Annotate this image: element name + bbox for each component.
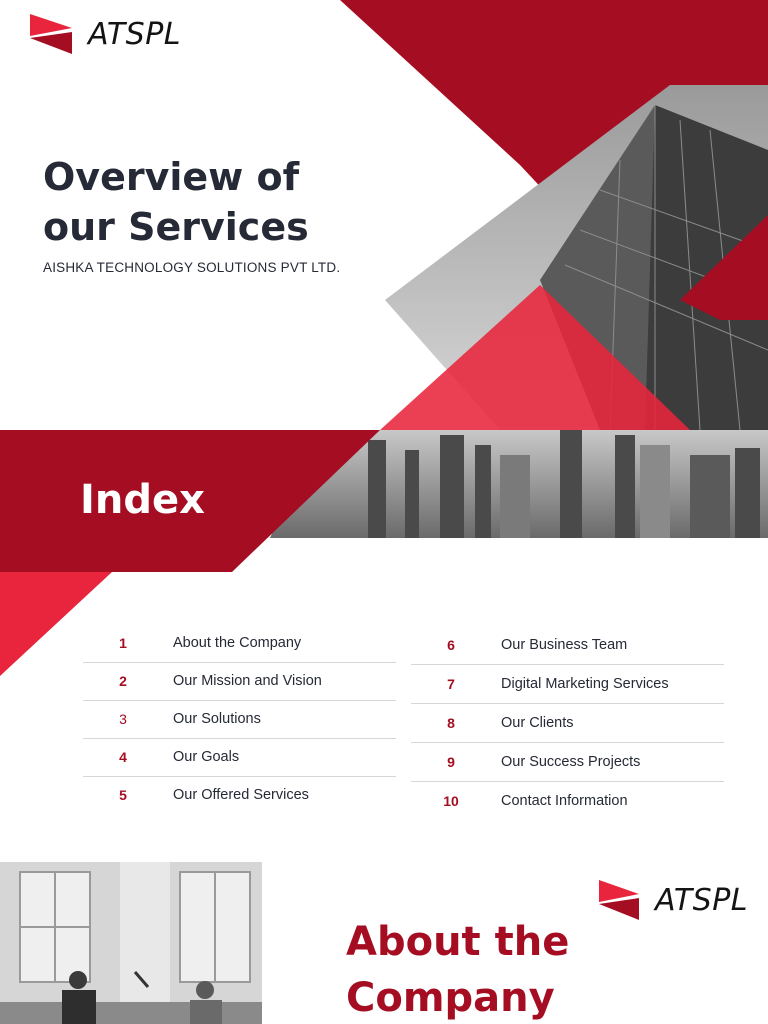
- index-label: Our Goals: [173, 749, 240, 765]
- index-item-3[interactable]: [83, 700, 396, 739]
- index-item-5[interactable]: [83, 776, 396, 814]
- index-number: 9: [447, 754, 455, 770]
- about-title-line2: Company: [346, 975, 555, 1021]
- atspl-logo-icon: [30, 14, 72, 54]
- index-item-4[interactable]: [83, 738, 396, 777]
- logo-text: ATSPL: [655, 882, 749, 918]
- index-label: About the Company: [173, 635, 302, 651]
- index-item-9[interactable]: [411, 743, 724, 782]
- cover-title: [43, 152, 309, 252]
- index-number: 1: [119, 635, 127, 651]
- index-page: [0, 430, 768, 862]
- index-number: 7: [447, 676, 455, 692]
- about-title: [346, 914, 569, 1024]
- cover-logo: [30, 14, 181, 54]
- cover-page: [0, 0, 768, 430]
- index-number: 2: [119, 673, 127, 689]
- index-label: Our Clients: [501, 715, 574, 731]
- index-label: Digital Marketing Services: [501, 676, 669, 692]
- about-title-line1: About the: [346, 919, 570, 965]
- index-number: 10: [443, 793, 459, 809]
- index-number: 6: [447, 637, 455, 653]
- index-number: 8: [447, 715, 455, 731]
- index-number: 4: [119, 749, 127, 765]
- index-item-8[interactable]: [411, 704, 724, 743]
- cover-title-line2: our Services: [43, 205, 309, 249]
- index-item-7[interactable]: [411, 665, 724, 704]
- cover-title-line1: Overview of: [43, 155, 300, 199]
- about-logo: [599, 880, 748, 920]
- index-label: Contact Information: [501, 793, 628, 809]
- index-label: Our Solutions: [173, 711, 261, 727]
- index-item-6[interactable]: [411, 626, 724, 665]
- logo-text: ATSPL: [88, 16, 182, 52]
- index-item-2[interactable]: [83, 662, 396, 701]
- index-title: Index: [80, 477, 205, 523]
- index-label: Our Business Team: [501, 637, 628, 653]
- index-number: 5: [119, 787, 127, 803]
- index-label: Our Offered Services: [173, 787, 309, 803]
- company-name: AISHKA TECHNOLOGY SOLUTIONS PVT LTD.: [43, 260, 341, 275]
- index-number: 3: [119, 711, 127, 727]
- index-label: Our Success Projects: [501, 754, 641, 770]
- index-item-10[interactable]: [411, 782, 724, 820]
- index-item-1[interactable]: [83, 624, 396, 663]
- atspl-logo-icon: [599, 880, 639, 920]
- about-page: [0, 862, 768, 1024]
- index-label: Our Mission and Vision: [173, 673, 322, 689]
- office-photo: [0, 862, 262, 1024]
